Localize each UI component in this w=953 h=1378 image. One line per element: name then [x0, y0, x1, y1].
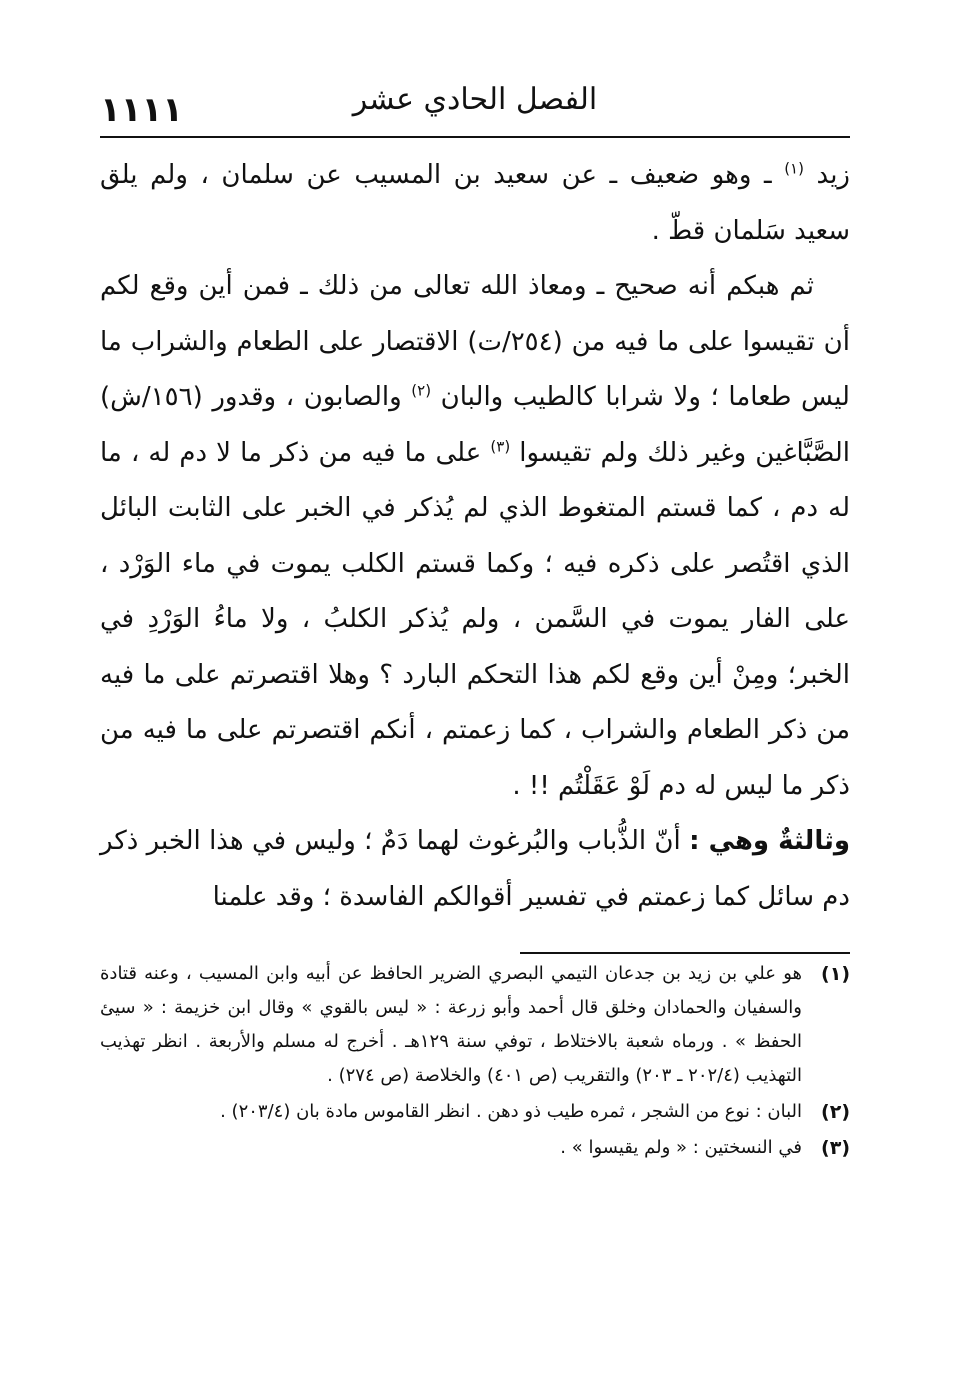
- paragraph-3-lead: وثالثةٌ وهي :: [689, 826, 850, 856]
- footnote-ref-1: (١): [784, 159, 804, 178]
- footnote-ref-2: (٢): [411, 381, 432, 400]
- footnote-ref-3: (٣): [490, 436, 511, 455]
- footnote-3-text: في النسختين : « ولم يقيسوا » .: [560, 1137, 802, 1158]
- running-title: الفصل الحادي عشر: [352, 82, 598, 117]
- page-header: [100, 80, 850, 138]
- page-number: ١١١١: [100, 90, 184, 130]
- footnote-2-marker: (٢): [821, 1101, 850, 1123]
- paragraph-2: [100, 259, 850, 814]
- main-text: [100, 148, 850, 925]
- footnote-2: [100, 1095, 850, 1129]
- footnote-1: [100, 957, 850, 1093]
- footnote-1-marker: (١): [821, 963, 850, 985]
- footnote-3-marker: (٣): [821, 1137, 850, 1159]
- footnote-1-text: هو علي بن زيد بن جدعان التيمي البصري الضرير الحافظ عن أبيه وابن المسيب ، وعنه قتادة والسفيان والحمادان وخلق قال أحمد وأبو زرعة : « ليس بالقوي » وقال ابن خزيمة : « سيئ الحفظ » . ورماه شعبة بالاختلاط ، توفي سنة ١٢٩هـ . أخرج له مسلم والأربعة . انظر تهذيب التهذيب (٢٠٢/٤ ـ ٢٠٣) والتقريب (ص ٤٠١) والخلاصة (ص ٢٧٤) .: [100, 963, 802, 1086]
- paragraph-2-text-a: ثم هبكم أنه صحيح ـ ومعاذ الله تعالى من ذلك ـ فمن أين وقع لكم أن تقيسوا على ما فيه من (٢٥٤/ت) الاقتصار على الطعام والشراب ما ليس طعاما ؛ ولا شرابا كالطيب والبان: [100, 271, 850, 412]
- footnotes: [100, 957, 850, 1167]
- paragraph-1-text-a: زيد: [803, 160, 850, 190]
- paragraph-1-text-b: ـ وهو ضعيف ـ عن سعيد بن المسيب عن سلمان ، ولم يلق سعيد سَلمان قطّ .: [100, 160, 850, 246]
- paragraph-2-text-b: والصابون ، وقدور (١٥٦/ش) الصَّبَّاغين وغير ذلك ولم تقيسوا: [100, 382, 850, 468]
- paragraph-3: [100, 814, 850, 925]
- footnote-2-text: البان : نوع من الشجر ، ثمره طيب ذو دهن . انظر القاموس مادة بان (٢٠٣/٤) .: [220, 1101, 802, 1122]
- paragraph-3-text: أنّ الذُّباب والبُرغوث لهما دَمٌ ؛ وليس في هذا الخبر ذكر دم سائل كما زعمتم في تفسير أقوالكم الفاسدة ؛ وقد علمنا: [100, 826, 850, 912]
- footnote-3: [100, 1131, 850, 1165]
- header-rule: [100, 136, 850, 138]
- paragraph-1: [100, 148, 850, 259]
- footnote-separator: [520, 952, 850, 954]
- paragraph-2-text-c: على ما فيه من ذكر ما لا دم له ، ما له دم ، كما قستم المتغوط الذي لم يُذكر في الخبر على الثابت البائل الذي اقتُصر على ذكره فيه ؛ وكما قستم الكلب يموت في ماء الوَرْد ، على الفار يموت في السَّمن ، ولم يُذكر الكلبُ ، ولا ماءُ الوَرْدِ في الخبر؛ ومِنْ أين وقع لكم هذا التحكم البارد ؟ وهلا اقتصرتم على ما فيه من ذكر الطعام والشراب ، كما زعمتم ، أنكم اقتصرتم على ما فيه من ذكر ما ليس له دم لَوْ عَقَلْتُم !! .: [100, 437, 850, 801]
